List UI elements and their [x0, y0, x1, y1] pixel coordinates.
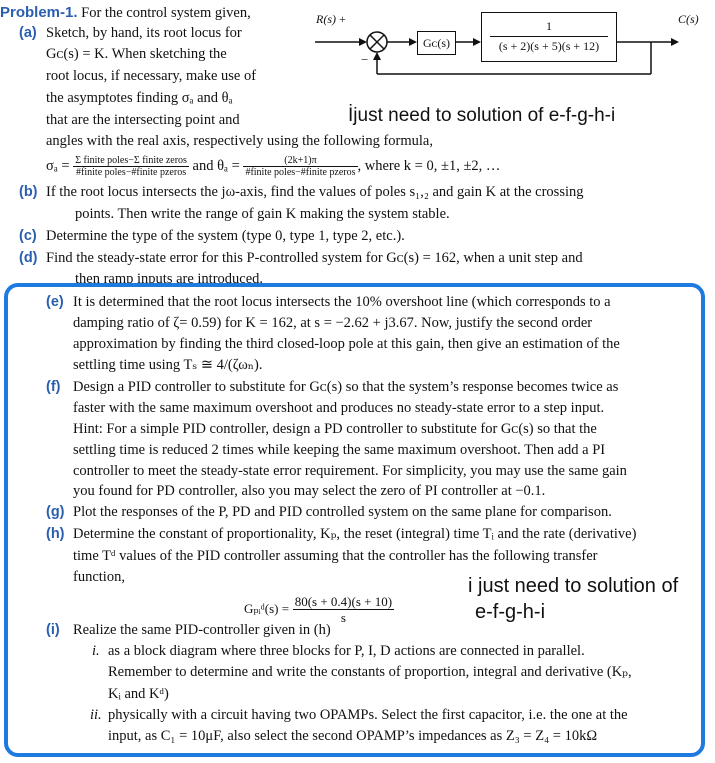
- part-c-label: (c): [19, 228, 37, 244]
- part-a-line-1: Sketch, by hand, its root locus for: [46, 25, 242, 41]
- plant-denominator: (s + 2)(s + 5)(s + 12): [490, 36, 608, 54]
- part-f-line-6: you found for PD controller, also you may select the zero of PI controller at −0.1.: [73, 483, 546, 499]
- part-h-line-3: function,: [73, 569, 125, 585]
- theta-numerator: (2k+1)π: [243, 155, 357, 167]
- part-h-label: (h): [46, 526, 65, 542]
- part-i-line: Realize the same PID-controller given in (h): [73, 622, 331, 638]
- part-c-line: Determine the type of the system (type 0, type 1, type 2, etc.).: [46, 228, 405, 244]
- minus-sign: −: [361, 52, 369, 67]
- part-i-sub-2-line-1: physically with a circuit having two OPAMPs. Select the first capacitor, i.e. the one at the: [108, 707, 628, 723]
- part-a-label: (a): [19, 25, 37, 41]
- part-i-sub-2-marker: ii.: [90, 707, 102, 723]
- part-i-sub-1-line-3: Kᵢ and Kᵈ): [108, 686, 169, 702]
- part-h-line-1: Determine the constant of proportionality, Kₚ, the reset (integral) time Tᵢ and the rate (derivative): [73, 526, 637, 542]
- part-e-label: (e): [46, 294, 64, 310]
- part-f-line-1: Design a PID controller to substitute for Gᴄ(s) so that the system’s response becomes twice as: [73, 379, 619, 395]
- part-a-line-6: angles with the real axis, respectively using the following formula,: [46, 133, 433, 149]
- part-f-line-5: controller to meet the steady-state error requirement. For simplicity, you may use the same gain: [73, 463, 627, 479]
- where-clause: , where k = 0, ±1, ±2, …: [357, 158, 501, 174]
- student-note-2-line-1: i just need to solution of: [468, 575, 679, 597]
- part-b-label: (b): [19, 184, 38, 200]
- part-a-line-2: Gᴄ(s) = K. When sketching the: [46, 46, 227, 62]
- part-g-label: (g): [46, 504, 65, 520]
- part-f-line-3: Hint: For a simple PID controller, design a PD controller to substitute for Gᴄ(s) so that the: [73, 421, 597, 437]
- part-e-line-1: It is determined that the root locus intersects the 10% overshoot line (which corresponds to a: [73, 294, 611, 310]
- part-h-line-2: time Tᵈ values of the PID controller assuming that the controller has the following transfer: [73, 548, 598, 564]
- student-note-2-line-2: e-f-g-h-i: [475, 601, 546, 623]
- plant-numerator: 1: [546, 19, 552, 33]
- controller-label: Gᴄ(s): [422, 36, 451, 50]
- problem-intro: For the control system given,: [81, 5, 251, 21]
- part-a-line-5: that are the intersecting point and: [46, 112, 240, 128]
- part-b-line-2: points. Then write the range of gain K making the system stable.: [75, 206, 450, 222]
- controller-block: [417, 31, 456, 55]
- input-label: R(s) +: [316, 12, 346, 26]
- part-d-line-2: then ramp inputs are introduced.: [75, 271, 264, 287]
- part-i-sub-2-line-2: input, as C₁ = 10μF, also select the second OPAMP’s impedances as Z₃ = Z₄ = 10kΩ: [108, 728, 598, 744]
- part-e-line-3: approximation by finding the third closed-loop pole at this gain, then give an estimation of the: [73, 336, 620, 352]
- part-e-line-2: damping ratio of ζ= 0.59) for K = 162, at s = −2.62 + j3.67. Now, justify the second order: [73, 315, 593, 331]
- gpid-lhs: Gₚᵢᵈ(s) =: [244, 601, 290, 616]
- sigma-denominator: #finite poles−#finite pzeros: [76, 167, 187, 179]
- student-note-1: İjust need to solution of e-f-g-h-i: [348, 105, 616, 126]
- part-f-label: (f): [46, 379, 61, 395]
- part-d-line-1: Find the steady-state error for this P-controlled system for Gᴄ(s) = 162, when a unit step and: [46, 250, 583, 266]
- theta-denominator: #finite poles−#finite pzeros: [245, 167, 356, 179]
- part-f-line-4: settling time is reduced 2 times while keeping the same maximum overshoot. Then add a PI: [73, 442, 606, 458]
- part-i-label: (i): [46, 622, 60, 638]
- plant-block: [481, 12, 617, 62]
- output-label: C(s): [678, 12, 699, 26]
- part-e-line-4: settling time using Tₛ ≅ 4/(ζωₙ).: [73, 357, 263, 373]
- part-i-sub-1-line-1: as a block diagram where three blocks for P, I, D actions are connected in parallel.: [108, 643, 585, 659]
- asymptote-formula: [46, 151, 500, 181]
- part-g-line: Plot the responses of the P, PD and PID controlled system on the same plane for comparison.: [73, 504, 612, 520]
- sigma-numerator: Σ finite poles−Σ finite zeros: [75, 155, 187, 167]
- part-i-sub-1-line-2: Remember to determine and write the constants of proportion, integral and derivative (Kₚ,: [108, 664, 632, 680]
- problem-header: [0, 3, 251, 23]
- gpid-denominator: s: [340, 610, 346, 626]
- sigma-lhs: σₐ =: [46, 158, 70, 174]
- part-f-line-2: faster with the same maximum overshoot and produces no steady-state error to a step input.: [73, 400, 605, 416]
- part-a-line-3: root locus, if necessary, make use of: [46, 68, 257, 84]
- part-b-line-1: If the root locus intersects the jω-axis, find the values of poles s₁,₂ and gain K at the crossing: [46, 184, 584, 200]
- part-i-sub-1-marker: i.: [92, 643, 100, 659]
- part-d-label: (d): [19, 250, 38, 266]
- gpid-numerator: 80(s + 0.4)(s + 10): [294, 594, 393, 610]
- theta-lhs: and θₐ =: [192, 158, 240, 174]
- problem-title: Problem-1.: [0, 4, 78, 21]
- part-a-line-4: the asymptotes finding σₐ and θₐ: [46, 90, 233, 106]
